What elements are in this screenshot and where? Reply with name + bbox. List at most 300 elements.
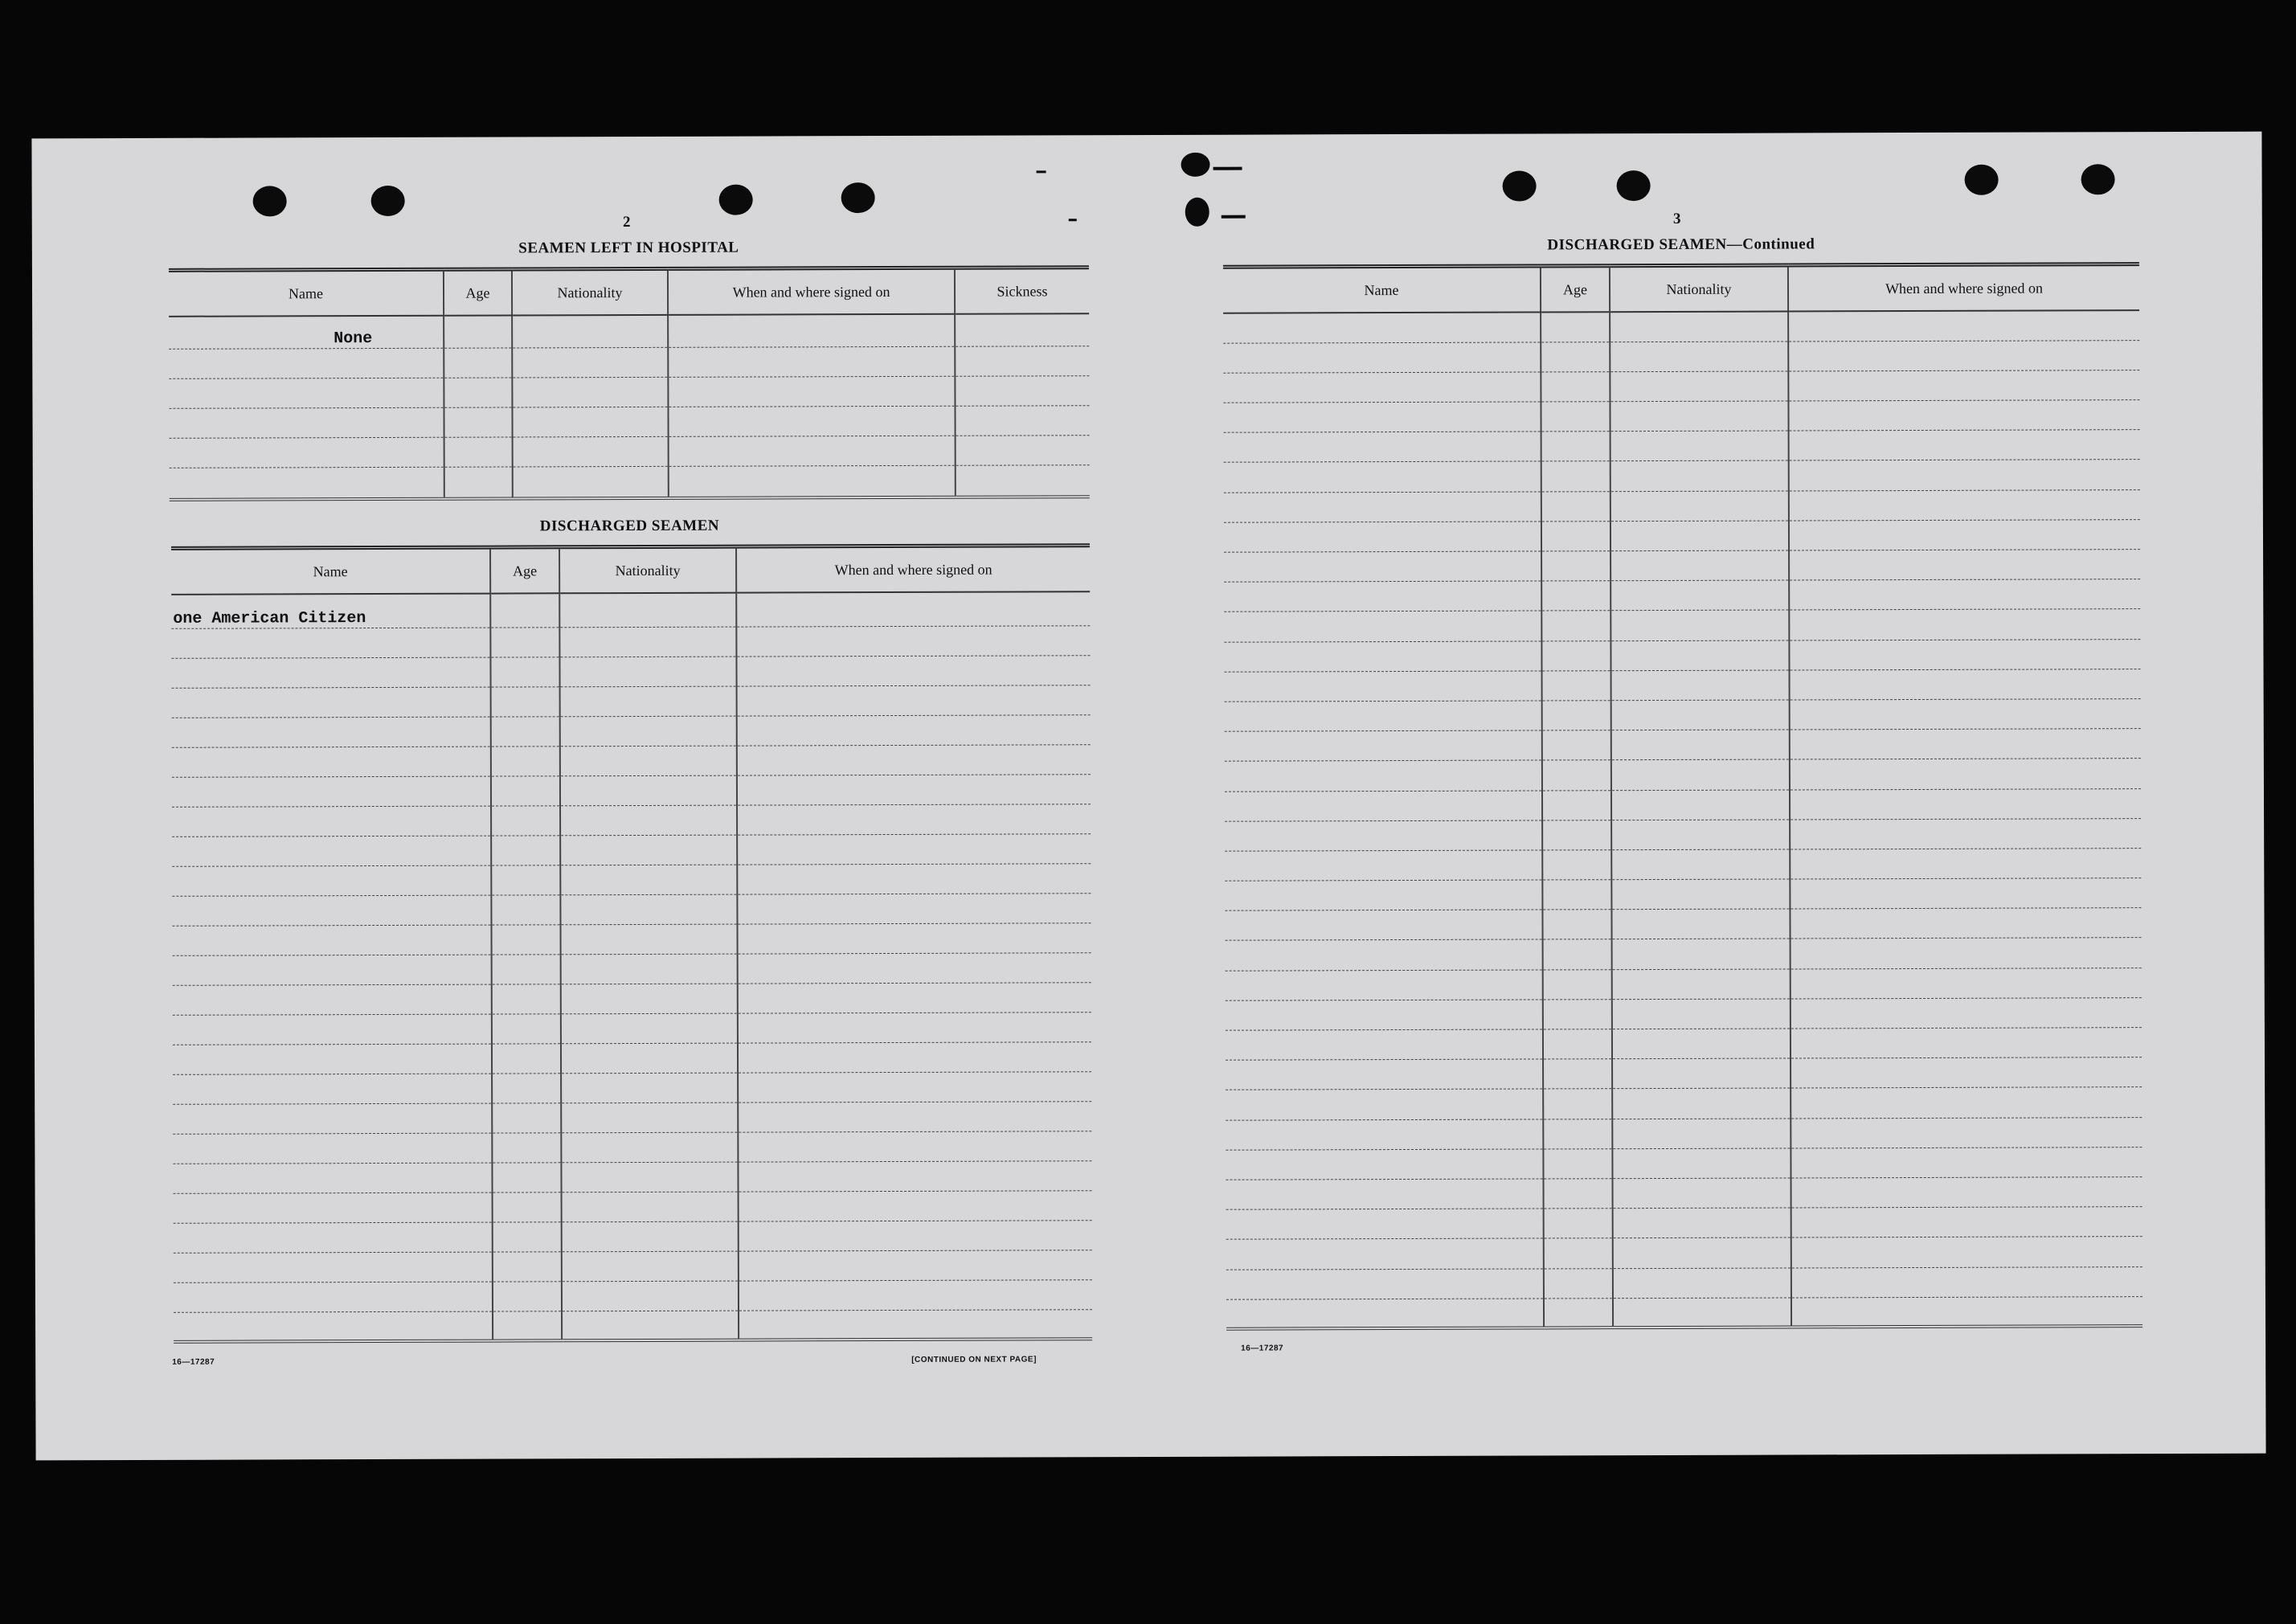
table-cell — [738, 1041, 1091, 1072]
table-cell — [668, 346, 955, 377]
table-cell — [492, 1162, 561, 1192]
column-header-nationality: Nationality — [1610, 265, 1788, 312]
table-cell — [1613, 1237, 1791, 1268]
table-cell — [444, 436, 513, 466]
table-cell — [739, 1250, 1092, 1280]
page-number-left: 2 — [622, 214, 631, 231]
table-cell — [561, 1102, 738, 1133]
table-cell — [737, 744, 1091, 775]
table-cell — [172, 747, 491, 777]
table-cell — [493, 1311, 562, 1340]
table-cell — [738, 1160, 1091, 1191]
table-cell — [173, 925, 492, 955]
table-row — [170, 464, 1090, 500]
table-cell — [1790, 669, 2141, 700]
table-cell — [513, 466, 669, 499]
table-cell — [1542, 880, 1611, 910]
table-cell — [1611, 670, 1790, 701]
table-cell — [1611, 730, 1790, 760]
table-cell — [1541, 372, 1610, 402]
table-cell — [560, 686, 737, 717]
table-row — [1223, 400, 2139, 433]
table-cell — [737, 714, 1091, 745]
table-cell — [1610, 580, 1789, 611]
table-cell — [1610, 371, 1788, 402]
table-row — [172, 774, 1091, 807]
table-row — [1225, 759, 2141, 792]
table-row — [174, 1220, 1092, 1253]
table-cell — [1789, 639, 2140, 670]
table-cell — [491, 835, 560, 865]
table-row — [172, 685, 1091, 718]
table-cell — [1543, 1119, 1612, 1148]
table-cell — [493, 1192, 562, 1221]
table-cell — [560, 746, 737, 776]
table-cell — [174, 1282, 493, 1312]
discharged-continued-header-row — [1223, 264, 2139, 313]
table-row — [174, 1279, 1092, 1312]
table-cell — [1789, 489, 2140, 521]
table-cell — [1542, 760, 1611, 790]
table-cell — [739, 1279, 1092, 1310]
table-row — [1223, 340, 2139, 373]
table-cell — [1788, 340, 2139, 371]
table-cell — [738, 1131, 1091, 1161]
table-cell — [492, 1013, 561, 1043]
table-cell — [561, 984, 738, 1014]
table-cell — [169, 378, 444, 408]
table-cell — [1791, 1057, 2142, 1089]
table-cell — [560, 775, 737, 806]
table-row — [1224, 430, 2140, 463]
table-cell — [560, 805, 737, 836]
table-cell — [1791, 1237, 2143, 1268]
table-row — [172, 833, 1091, 866]
page-number-right: 3 — [1672, 210, 1681, 227]
table-cell — [1543, 1059, 1612, 1089]
column-header-sickness: Sickness — [955, 268, 1089, 314]
table-row — [1224, 609, 2140, 642]
table-cell — [560, 835, 737, 865]
table-cell — [1612, 1058, 1791, 1089]
table-cell — [172, 717, 491, 747]
table-cell — [493, 1251, 562, 1281]
table-cell — [173, 1103, 492, 1134]
table-cell — [1226, 1299, 1544, 1329]
table-cell — [1790, 848, 2141, 879]
table-cell — [1543, 939, 1612, 969]
table-cell — [737, 922, 1091, 953]
punch-hole — [1185, 198, 1209, 227]
table-cell — [1788, 370, 2139, 401]
table-cell — [737, 774, 1091, 804]
table-row — [172, 804, 1091, 837]
column-header-name: Name — [1223, 266, 1541, 313]
table-cell — [170, 437, 444, 468]
table-cell — [1225, 820, 1542, 851]
table-cell — [1224, 522, 1541, 552]
table-cell — [491, 686, 560, 716]
table-cell — [1544, 1209, 1613, 1238]
table-cell — [492, 984, 561, 1013]
table-row — [1225, 848, 2141, 881]
table-cell — [1225, 701, 1542, 731]
table-cell — [444, 315, 512, 347]
column-header-age: Age — [1541, 266, 1610, 313]
table-cell — [562, 1192, 739, 1222]
table-cell — [1611, 789, 1790, 820]
table-cell — [1791, 1147, 2142, 1178]
table-cell — [1610, 640, 1789, 671]
table-cell — [1543, 1148, 1612, 1178]
table-cell — [559, 657, 736, 687]
table-cell — [493, 1221, 562, 1251]
table-cell — [669, 465, 956, 498]
table-cell — [738, 1101, 1091, 1131]
table-row — [1224, 579, 2140, 612]
table-row — [1226, 1266, 2143, 1299]
table-cell — [1610, 311, 1788, 342]
table-cell — [491, 924, 560, 954]
table-cell — [1611, 759, 1790, 790]
table-cell — [1224, 611, 1541, 641]
table-row — [1225, 908, 2141, 941]
table-cell — [512, 377, 668, 407]
ink-mark — [1222, 215, 1246, 219]
table-row — [173, 952, 1091, 985]
table-cell — [491, 894, 560, 924]
table-row — [1223, 370, 2139, 403]
table-row — [173, 922, 1091, 955]
table-cell — [1542, 910, 1611, 939]
table-cell — [1226, 1089, 1543, 1119]
table-cell — [173, 1163, 492, 1193]
table-row — [173, 1160, 1091, 1193]
table-row — [1226, 1237, 2143, 1270]
table-row — [173, 1131, 1091, 1164]
table-row — [1226, 1028, 2142, 1061]
table-row — [1226, 1207, 2143, 1240]
table-cell — [1611, 879, 1790, 910]
table-cell — [1225, 790, 1542, 820]
table-cell — [1226, 1179, 1544, 1209]
column-header-signed-on: When and where signed on — [668, 268, 955, 315]
table-cell — [668, 376, 955, 407]
table-cell — [491, 746, 560, 775]
table-cell — [1541, 491, 1610, 521]
table-row — [171, 591, 1090, 628]
table-cell — [1541, 402, 1610, 432]
form-number-right: 16—17287 — [1241, 1344, 1284, 1353]
table-cell — [561, 1043, 738, 1074]
table-cell — [1790, 908, 2141, 939]
table-cell — [513, 436, 669, 467]
table-row — [172, 863, 1091, 896]
table-row — [1224, 550, 2140, 583]
table-cell — [1791, 1177, 2142, 1209]
table-cell — [561, 1073, 738, 1103]
discharged-table — [171, 543, 1092, 1344]
table-cell — [171, 657, 490, 688]
table-cell — [955, 346, 1089, 376]
table-cell — [1612, 1088, 1791, 1119]
table-cell — [1790, 788, 2141, 820]
table-row — [1224, 460, 2140, 493]
table-cell — [170, 467, 444, 500]
table-cell — [1223, 372, 1541, 403]
table-cell — [172, 895, 491, 926]
table-cell — [490, 657, 559, 686]
column-header-nationality: Nationality — [512, 268, 668, 315]
table-cell — [739, 1309, 1092, 1340]
table-row — [1225, 818, 2141, 851]
table-cell — [492, 1132, 561, 1162]
table-cell — [1612, 1029, 1791, 1059]
table-cell — [174, 1192, 493, 1223]
table-cell — [1612, 939, 1791, 969]
table-cell — [1791, 997, 2142, 1029]
table-cell — [1542, 730, 1611, 760]
table-row — [1226, 997, 2142, 1030]
table-cell — [956, 435, 1090, 465]
table-cell — [512, 315, 668, 348]
table-cell — [737, 833, 1091, 864]
table-cell — [737, 685, 1091, 715]
table-cell — [736, 625, 1090, 656]
table-cell — [493, 1281, 562, 1311]
table-cell — [1543, 1000, 1612, 1029]
discharged-section-title: DISCHARGED SEAMEN — [539, 517, 720, 535]
table-row — [172, 744, 1091, 777]
table-cell — [1790, 729, 2141, 760]
table-cell — [1790, 699, 2141, 730]
table-row — [1226, 1177, 2143, 1210]
table-cell — [560, 716, 737, 747]
table-cell — [169, 407, 444, 438]
table-cell — [1613, 1267, 1791, 1298]
table-cell — [174, 1252, 493, 1282]
table-cell — [738, 952, 1091, 983]
table-cell — [736, 655, 1090, 685]
table-row — [172, 893, 1091, 926]
table-cell — [559, 593, 736, 628]
table-cell — [668, 314, 955, 347]
table-cell — [1226, 939, 1543, 970]
table-cell — [562, 1221, 739, 1252]
punch-hole — [719, 185, 753, 215]
table-cell — [491, 716, 560, 746]
table-cell — [1224, 551, 1541, 582]
table-cell — [1541, 640, 1610, 670]
punch-hole — [1965, 165, 1999, 195]
table-cell — [1224, 461, 1541, 492]
table-cell — [173, 1074, 492, 1104]
table-cell — [492, 1043, 561, 1073]
table-cell — [956, 464, 1090, 497]
hospital-header-row — [169, 268, 1089, 317]
table-cell — [955, 375, 1089, 406]
discharged-header-row — [171, 546, 1090, 595]
table-cell — [1226, 1119, 1543, 1150]
hospital-table — [169, 265, 1090, 501]
table-cell — [1791, 1207, 2143, 1238]
table-cell — [1225, 910, 1542, 940]
table-cell — [1613, 1208, 1791, 1238]
table-cell — [1790, 759, 2141, 790]
table-cell — [1791, 1117, 2142, 1148]
discharged-continued-suffix: —Continued — [1726, 235, 1815, 253]
table-cell — [172, 776, 491, 807]
table-cell — [174, 1311, 493, 1342]
table-cell — [444, 347, 512, 377]
table-cell — [561, 1132, 738, 1163]
table-cell — [1791, 1266, 2143, 1298]
table-cell — [1224, 492, 1541, 522]
table-cell — [173, 955, 492, 985]
punch-hole — [1503, 170, 1537, 201]
typed-entry-name: None — [169, 316, 444, 349]
discharged-continued-title-main: DISCHARGED SEAMEN — [1547, 235, 1727, 254]
hospital-section-title: SEAMEN LEFT IN HOSPITAL — [518, 239, 739, 257]
table-cell — [1225, 671, 1542, 702]
table-cell — [1544, 1298, 1613, 1327]
scanned-form-sheet — [31, 132, 2265, 1461]
table-cell — [1789, 430, 2140, 461]
table-cell — [1541, 611, 1610, 640]
table-cell — [1542, 670, 1611, 700]
column-header-age: Age — [444, 269, 512, 316]
table-row — [173, 1041, 1091, 1074]
table-cell — [1223, 342, 1541, 373]
table-cell — [737, 893, 1091, 923]
table-cell — [1791, 938, 2142, 969]
table-cell — [1610, 431, 1789, 461]
table-cell — [172, 836, 491, 866]
punch-hole — [2081, 164, 2115, 194]
table-cell — [1611, 820, 1790, 850]
table-cell — [1612, 999, 1791, 1029]
table-cell — [1789, 609, 2140, 640]
table-cell — [738, 982, 1091, 1012]
table-cell — [736, 591, 1090, 626]
table-row — [1226, 938, 2142, 971]
table-cell — [1610, 491, 1789, 522]
table-cell — [562, 1251, 739, 1282]
table-cell — [1788, 310, 2139, 342]
table-cell — [169, 348, 444, 378]
table-cell — [738, 1012, 1091, 1042]
table-cell — [1790, 818, 2141, 849]
table-cell — [492, 1102, 561, 1132]
table-cell — [1611, 909, 1790, 939]
table-row — [1224, 639, 2140, 672]
table-cell — [1541, 551, 1610, 581]
table-row — [173, 1071, 1091, 1104]
table-cell — [1541, 461, 1610, 491]
table-cell — [1611, 700, 1790, 730]
table-cell — [560, 894, 737, 925]
table-cell — [1789, 579, 2140, 611]
table-row — [169, 405, 1089, 438]
table-cell — [1543, 969, 1612, 999]
table-cell — [1789, 460, 2140, 491]
table-cell — [737, 804, 1091, 834]
table-row — [1224, 519, 2140, 552]
table-cell — [1226, 1059, 1543, 1090]
table-cell — [1612, 1178, 1791, 1209]
table-cell — [1791, 1296, 2143, 1327]
table-cell — [561, 954, 738, 984]
table-cell — [1610, 521, 1789, 551]
table-cell — [1610, 610, 1789, 640]
table-cell — [1610, 460, 1789, 491]
form-number-left: 16—17287 — [172, 1357, 215, 1367]
table-cell — [491, 805, 560, 835]
table-cell — [1225, 850, 1542, 881]
table-cell — [1789, 550, 2140, 581]
table-row — [1225, 699, 2141, 732]
table-row — [1226, 967, 2142, 1000]
table-cell — [1226, 1238, 1544, 1269]
table-row — [169, 313, 1089, 349]
table-cell — [173, 1044, 492, 1074]
table-cell — [1544, 1238, 1613, 1268]
table-cell — [1226, 1268, 1544, 1299]
table-cell — [955, 405, 1089, 436]
table-cell — [562, 1311, 739, 1341]
punch-hole — [253, 186, 287, 216]
table-cell — [737, 863, 1091, 894]
table-cell — [668, 406, 955, 436]
table-cell — [1543, 1089, 1612, 1119]
continued-note: [CONTINUED ON NEXT PAGE] — [911, 1355, 1037, 1364]
table-cell — [491, 775, 560, 805]
ink-mark — [1213, 167, 1242, 170]
table-cell — [1791, 1087, 2142, 1119]
table-cell — [1610, 401, 1788, 432]
table-row — [1226, 1057, 2142, 1090]
table-cell — [1226, 1209, 1544, 1239]
table-row — [1225, 788, 2141, 821]
table-cell — [172, 687, 491, 718]
table-cell — [1613, 1298, 1791, 1328]
table-row — [174, 1250, 1092, 1282]
table-row — [1226, 1117, 2142, 1150]
table-cell — [173, 1014, 492, 1045]
table-cell — [1610, 550, 1789, 581]
table-cell — [172, 865, 491, 896]
table-cell — [1544, 1268, 1613, 1298]
table-cell — [738, 1071, 1091, 1102]
table-row — [172, 714, 1091, 747]
table-cell — [739, 1190, 1092, 1221]
table-cell — [669, 436, 956, 466]
typed-entry-name: one American Citizen — [171, 594, 490, 628]
table-row — [1224, 489, 2140, 522]
table-cell — [955, 313, 1089, 346]
table-cell — [1541, 581, 1610, 611]
table-row — [169, 375, 1089, 408]
column-header-name: Name — [169, 269, 444, 317]
table-row — [174, 1309, 1092, 1342]
table-cell — [1541, 342, 1610, 371]
table-cell — [444, 407, 512, 436]
table-cell — [562, 1281, 739, 1311]
table-row — [1223, 310, 2139, 343]
table-cell — [1542, 701, 1611, 730]
table-cell — [490, 593, 559, 627]
table-cell — [1791, 967, 2142, 999]
